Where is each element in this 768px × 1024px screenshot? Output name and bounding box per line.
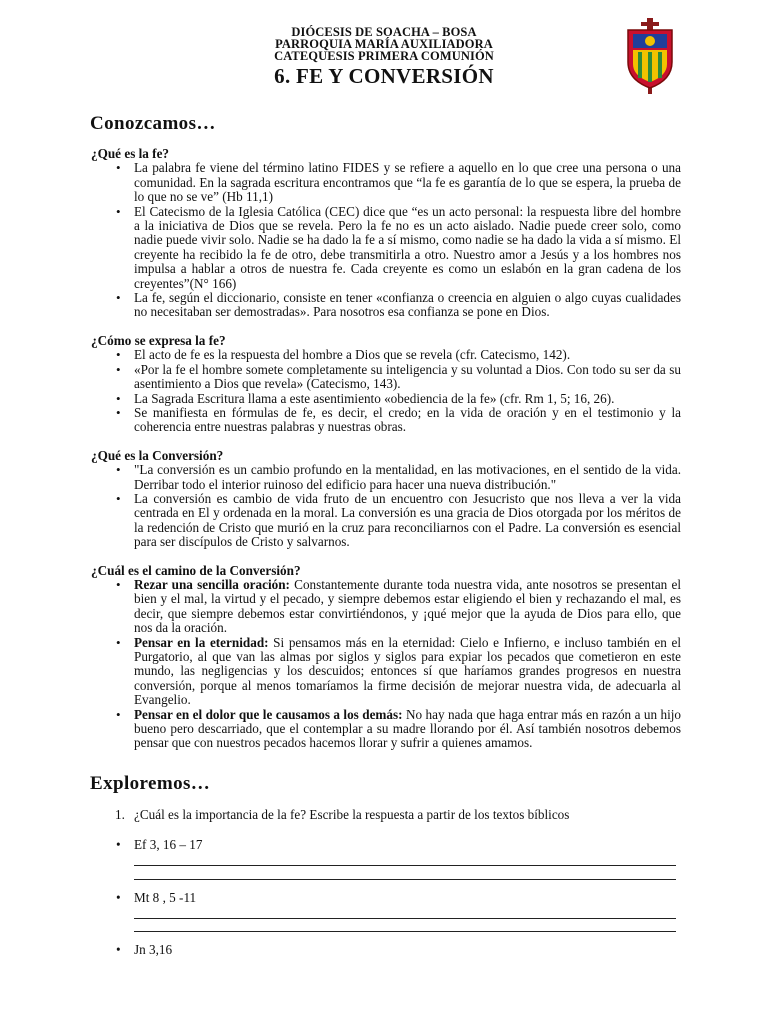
exercise-question [91, 808, 681, 822]
list-item-text: La fe, según el diccionario, consiste en tener «confianza o creencia en alguien o algo cuyas cualidades no necesitaban ser demostradas». Para nosotros esa confianza se pone en Dios. [134, 290, 681, 320]
answer-line[interactable] [134, 905, 676, 919]
answer-line[interactable] [134, 853, 676, 867]
list-item [91, 363, 681, 392]
list-item [91, 492, 681, 550]
bible-ref-text: Jn 3,16 [134, 942, 173, 958]
list-item [91, 578, 681, 636]
exercise-question-text: ¿Cuál es la importancia de la fe? Escribe la respuesta a partir de los textos bíblicos [134, 807, 570, 822]
question-heading: ¿Qué es la fe? [91, 146, 170, 161]
bible-ref-item [91, 891, 681, 905]
bullet-list [91, 578, 681, 751]
list-item-text: La palabra fe viene del término latino FIDES y se refiere a aquello en lo que cree una persona o una comunidad. En la sagrada escritura encontramos que “la fe es garantía de lo que se espera, la prueba de lo que no se ve” (Hb 11,1) [134, 160, 681, 205]
list-item-text: Constantemente durante toda nuestra vida, ante nosotros se presentan el bien y el mal, la virtud y el pecado, y siempre debemos estar eligiendo el bien y rechazando el mal, es decir, que siempre debemos estar convirtiéndonos, y ¡qué mejor que la ayuda de Dios para ello, que nos da la oración. [134, 576, 681, 636]
list-item-text: La Sagrada Escritura llama a este asentimiento «obediencia de la fe» (cfr. Rm 1, 5; 16, 26). [134, 390, 615, 406]
bullet-list [91, 161, 681, 319]
bible-ref-item [91, 943, 681, 957]
list-item [91, 463, 681, 492]
bible-ref-text: Ef 3, 16 – 17 [134, 837, 203, 853]
list-item-text: "La conversión es un cambio profundo en la mentalidad, en las motivaciones, en el sentido de la vida. Derribar todo el interior ruinoso del edificio para hacer una nueva distribución." [134, 462, 681, 492]
list-item [91, 406, 681, 435]
exercise-number: 1. [115, 807, 125, 822]
bible-ref-item [91, 838, 681, 852]
list-item [91, 636, 681, 708]
bullet-list [91, 463, 681, 549]
bible-ref-text: Mt 8 , 5 -11 [134, 889, 197, 905]
parish-line: PARROQUIA MARÍA AUXILIADORA [275, 37, 493, 51]
list-item-text: Si pensamos más en la eternidad: Cielo e Infierno, e incluso también en el Purgatorio, al que van las almas por siglos y siglos para expiar los pecados que cometieron en este mundo, las negligencias y los descuidos; entonces sí que haríamos grandes progresos en nuestra conversión, porque al menos tomaríamos la firme decisión de mejorar nuestra vida, de adecuarla al Evangelio. [134, 634, 681, 708]
section-title-conozcamos: Conozcamos… [90, 113, 216, 134]
list-item-text: Se manifiesta en fórmulas de fe, es decir, el credo; en la vida de oración y en el testimonio y la coherencia entre nuestras palabras y nuestras obras. [134, 404, 681, 435]
content-body [91, 147, 681, 765]
list-item-text: El Catecismo de la Iglesia Católica (CEC) dice que “es un acto personal: la respuesta libre del hombre a la iniciativa de Dios que se revela. Pero la fe no es un acto aislado. Nadie puede creer solo, como nadie puede vivir solo. Nadie se ha dado la fe a sí mismo, como nadie se ha dado la vida a sí mismo. El creyente ha recibido la fe de otro, debe transmitirla a otro. Nuestro amor a Jesús y a los hombres nos impulsa a hablar a otros de nuestra fe. Cada creyente es como un eslabón en la gran cadena de los creyentes”(N° 166) [134, 203, 681, 291]
list-item-text: «Por la fe el hombre somete completamente su inteligencia y su voluntad a Dios. Con todo su ser da su asentimiento a Dios que revela» (Catecismo, 143). [134, 361, 681, 392]
bullet-list [91, 348, 681, 434]
answer-line[interactable] [134, 866, 676, 880]
question-heading: ¿Cuál es el camino de la Conversión? [91, 562, 301, 578]
list-item [91, 348, 681, 362]
answer-line[interactable] [134, 919, 676, 933]
list-item-text: El acto de fe es la respuesta del hombre a Dios que se revela (cfr. Catecismo, 142). [134, 347, 571, 363]
diocese-line: DIÓCESIS DE SOACHA – BOSA [291, 25, 477, 39]
list-item-lead: Pensar en la eternidad: [134, 634, 269, 650]
question-heading: ¿Cómo se expresa la fe? [91, 332, 226, 348]
list-item-text: No hay nada que haga entrar más en razón a un hijo bueno pero descarriado, que el contemplar a su madre llorando por él. Así también nosotros debemos pensar que con nuestros pecados hacemos llorar y sufrir a quienes amamos. [134, 706, 682, 751]
question-heading: ¿Qué es la Conversión? [91, 447, 224, 463]
list-item [91, 708, 681, 751]
list-item [91, 392, 681, 406]
list-item-lead: Rezar una sencilla oración: [134, 576, 290, 592]
list-item-text: La conversión es cambio de vida fruto de un encuentro con Jesucristo que nos lleva a ver la vida centrada en El y ordenada en la moral. La conversión es una gracia de Dios otorgada por los méritos de la redención de Cristo que murió en la cruz para reconciliarnos con el Padre. La conversión es esencial para ser discípulos de Cristo y salvarnos. [134, 490, 681, 550]
catechesis-line: CATEQUESIS PRIMERA COMUNIÓN [274, 49, 494, 63]
list-item [91, 205, 681, 291]
exercise-section [91, 808, 681, 958]
diocese-shield-icon [622, 18, 678, 94]
page-title: 6. FE Y CONVERSIÓN [274, 64, 494, 88]
list-item [91, 291, 681, 320]
section-title-exploremos: Exploremos… [90, 773, 211, 794]
list-item [91, 161, 681, 204]
list-item-lead: Pensar en el dolor que le causamos a los demás: [134, 706, 403, 722]
